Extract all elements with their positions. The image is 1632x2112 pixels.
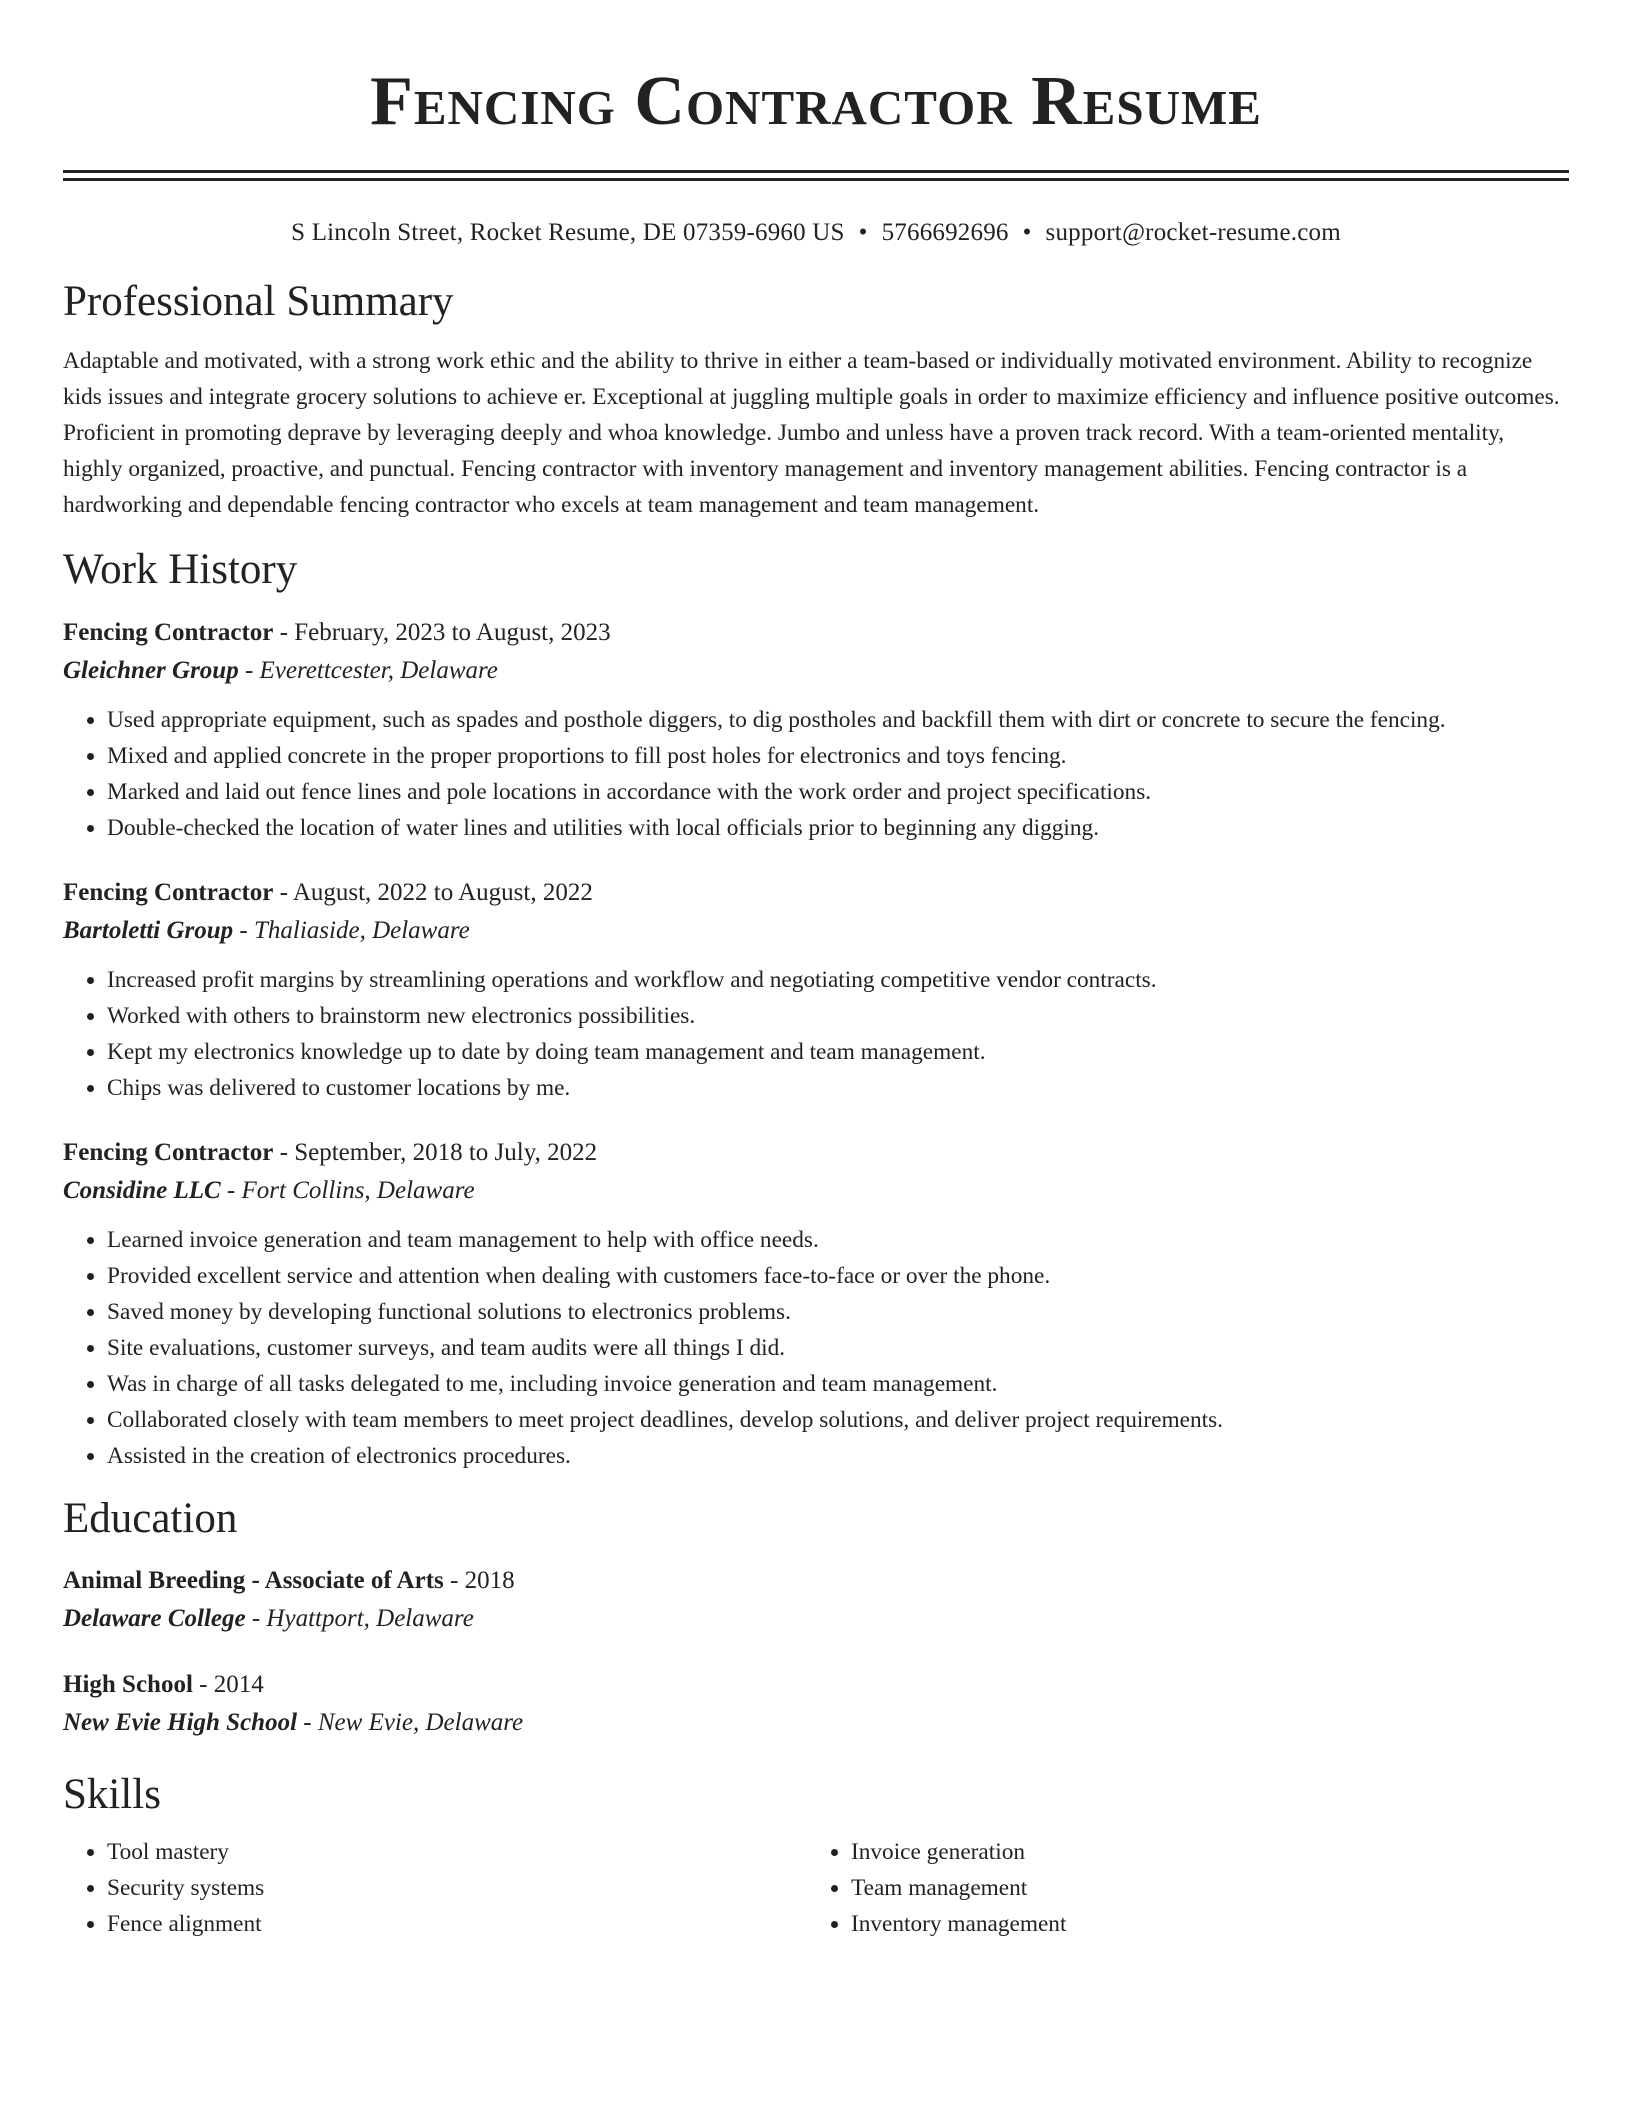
job-title-line (63, 874, 1569, 912)
education-school: Delaware College (63, 1605, 246, 1632)
job-dates: - September, 2018 to July, 2022 (273, 1139, 598, 1166)
education-school-line (63, 1600, 1569, 1638)
job-title-line (63, 1134, 1569, 1172)
job-duty: • Was in charge of all tasks delegated to me, including invoice generation and team management. (107, 1366, 1569, 1402)
job-company-line (63, 652, 1569, 690)
skill-item: • Team management (851, 1870, 1551, 1906)
education-school: New Evie High School (63, 1709, 298, 1736)
job-dates: - August, 2022 to August, 2022 (273, 879, 593, 906)
skills-heading: Skills (63, 1771, 161, 1818)
job-company: Gleichner Group (63, 657, 239, 684)
job-entry (63, 1134, 1569, 1474)
skills-section (63, 1768, 1569, 1942)
education-location: - New Evie, Delaware (297, 1709, 524, 1736)
contact-address: S Lincoln Street, Rocket Resume, DE 07359-6960 US (291, 219, 845, 246)
education-degree-line (63, 1666, 1569, 1704)
job-duty: • Worked with others to brainstorm new electronics possibilities. (107, 998, 1569, 1034)
contact-separator: • (858, 219, 868, 246)
job-duty: • Provided excellent service and attention when dealing with customers face-to-face or over the phone. (107, 1258, 1569, 1294)
resume-title: Fencing Contractor Resume (370, 63, 1262, 140)
job-duty: • Marked and laid out fence lines and pole locations in accordance with the work order and project specifications. (107, 774, 1569, 810)
education-degree: Animal Breeding - Associate of Arts (63, 1567, 444, 1594)
education-heading: Education (63, 1495, 238, 1542)
education-year: - 2014 (192, 1671, 264, 1698)
job-location: - Thaliaside, Delaware (233, 917, 470, 944)
job-entry (63, 874, 1569, 1106)
job-duty: • Site evaluations, customer surveys, and team audits were all things I did. (107, 1330, 1569, 1366)
education-location: - Hyattport, Delaware (245, 1605, 474, 1632)
skills-column-right (807, 1834, 1551, 1942)
contact-email: support@rocket-resume.com (1045, 219, 1341, 246)
education-year: - 2018 (443, 1567, 515, 1594)
job-company: Bartoletti Group (63, 917, 234, 944)
education-entry (63, 1562, 1569, 1638)
job-duties (63, 702, 1569, 846)
summary-text: Adaptable and motivated, with a strong work ethic and the ability to thrive in either a team-based or individually motivated environment. Ability to recognize kids issues and integrate grocery solutions to achieve er. Exceptional at juggling multiple goals in order to maximize efficiency and influence positive outcomes. Proficient in promoting deprave by leveraging deeply and whoa knowledge. Jumbo and unless have a proven track record. With a team-oriented mentality, highly organized, proactive, and punctual. Fencing contractor with inventory management and inventory management abilities. Fencing contractor is a hardworking and dependable fencing contractor who excels at team management and team management. (63, 348, 1560, 518)
job-location: - Everettcester, Delaware (238, 657, 498, 684)
job-company: Considine LLC (63, 1177, 221, 1204)
job-duty: • Learned invoice generation and team management to help with office needs. (107, 1222, 1569, 1258)
title-divider (63, 170, 1569, 181)
education-school-line (63, 1704, 1569, 1742)
contact-phone: 5766692696 (881, 219, 1009, 246)
job-duties (63, 962, 1569, 1106)
job-duty: • Double-checked the location of water lines and utilities with local officials prior to beginning any digging. (107, 810, 1569, 846)
job-duty: • Assisted in the creation of electronics procedures. (107, 1438, 1569, 1474)
job-duty: • Increased profit margins by streamlining operations and workflow and negotiating competitive vendor contracts. (107, 962, 1569, 998)
job-duty: • Saved money by developing functional solutions to electronics problems. (107, 1294, 1569, 1330)
contact-separator: • (1022, 219, 1032, 246)
job-duty: • Mixed and applied concrete in the proper proportions to fill post holes for electronics and toys fencing. (107, 738, 1569, 774)
job-duty: • Chips was delivered to customer locations by me. (107, 1070, 1569, 1106)
job-title: Fencing Contractor (63, 1139, 274, 1166)
skills-column-left (63, 1834, 807, 1942)
summary-heading: Professional Summary (63, 278, 454, 325)
job-location: - Fort Collins, Delaware (220, 1177, 475, 1204)
job-entry (63, 614, 1569, 846)
job-duty: • Kept my electronics knowledge up to date by doing team management and team management. (107, 1034, 1569, 1070)
job-dates: - February, 2023 to August, 2023 (273, 619, 611, 646)
skill-item: • Fence alignment (107, 1906, 807, 1942)
work-history-heading: Work History (63, 546, 298, 593)
job-title: Fencing Contractor (63, 879, 274, 906)
job-title: Fencing Contractor (63, 619, 274, 646)
job-company-line (63, 912, 1569, 950)
skill-item: • Security systems (107, 1870, 807, 1906)
job-duty: • Used appropriate equipment, such as spades and posthole diggers, to dig postholes and backfill them with dirt or concrete to secure the fencing. (107, 702, 1569, 738)
skill-item: • Inventory management (851, 1906, 1551, 1942)
work-history-section (63, 543, 1569, 1474)
job-company-line (63, 1172, 1569, 1210)
education-degree: High School (63, 1671, 193, 1698)
job-title-line (63, 614, 1569, 652)
skill-item: • Invoice generation (851, 1834, 1551, 1870)
contact-line (63, 215, 1569, 251)
education-section (63, 1492, 1569, 1742)
summary-section (63, 275, 1569, 523)
skills-columns (63, 1834, 1569, 1942)
education-degree-line (63, 1562, 1569, 1600)
job-duty: • Collaborated closely with team members to meet project deadlines, develop solutions, and deliver project requirements. (107, 1402, 1569, 1438)
job-duties (63, 1222, 1569, 1474)
skill-item: • Tool mastery (107, 1834, 807, 1870)
education-entry (63, 1666, 1569, 1742)
